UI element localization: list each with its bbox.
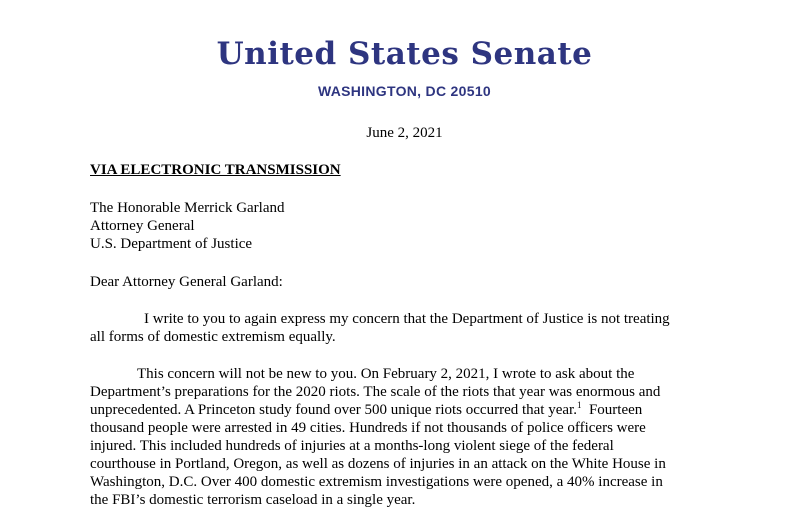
recipient-name: The Honorable Merrick Garland [90,200,285,216]
paragraph-2-line-1: This concern will not be new to you. On February 2, 2021, I wrote to ask about the [137,366,635,382]
paragraph-2-line-6: courthouse in Portland, Oregon, as well as dozens of injuries in an attack on the White House in [90,456,666,472]
letterhead-city: WASHINGTON, DC 20510 [317,83,491,99]
transmission-heading: VIA ELECTRONIC TRANSMISSION [90,162,341,178]
paragraph-2-line-2: Department’s preparations for the 2020 riots. The scale of the riots that year was enormous and [90,384,661,400]
paragraph-2 [90,365,730,509]
paragraph-1-line-1: I write to you to again express my concern that the Department of Justice is not treating [144,311,670,327]
salutation: Dear Attorney General Garland: [90,274,283,290]
paragraph-1 [90,310,730,346]
letter-date: June 2, 2021 [366,125,443,141]
paragraph-2-line-7: Washington, D.C. Over 400 domestic extremism investigations were opened, a 40% increase in [90,474,663,490]
paragraph-2-line-5: injured. This included hundreds of injuries at a months-long violent siege of the federal [90,438,614,454]
paragraph-2-line-3-tail: Fourteen [581,402,643,418]
paragraph-2-line-4: thousand people were arrested in 49 cities. Hundreds if not thousands of police officers were [90,420,646,436]
recipient-title: Attorney General [90,218,195,234]
recipient-department: U.S. Department of Justice [90,236,253,252]
footnote-marker: 1 [576,400,582,410]
letterhead-senate-name: United States Senate [216,36,593,72]
paragraph-2-line-8: the FBI’s domestic terrorism caseload in a single year. [90,492,416,508]
paragraph-1-line-2: all forms of domestic extremism equally. [90,329,336,345]
paragraph-2-line-3-text: unprecedented. A Princeton study found over 500 unique riots occurred that year. [90,402,577,418]
paragraph-2-line-3 [90,401,730,419]
